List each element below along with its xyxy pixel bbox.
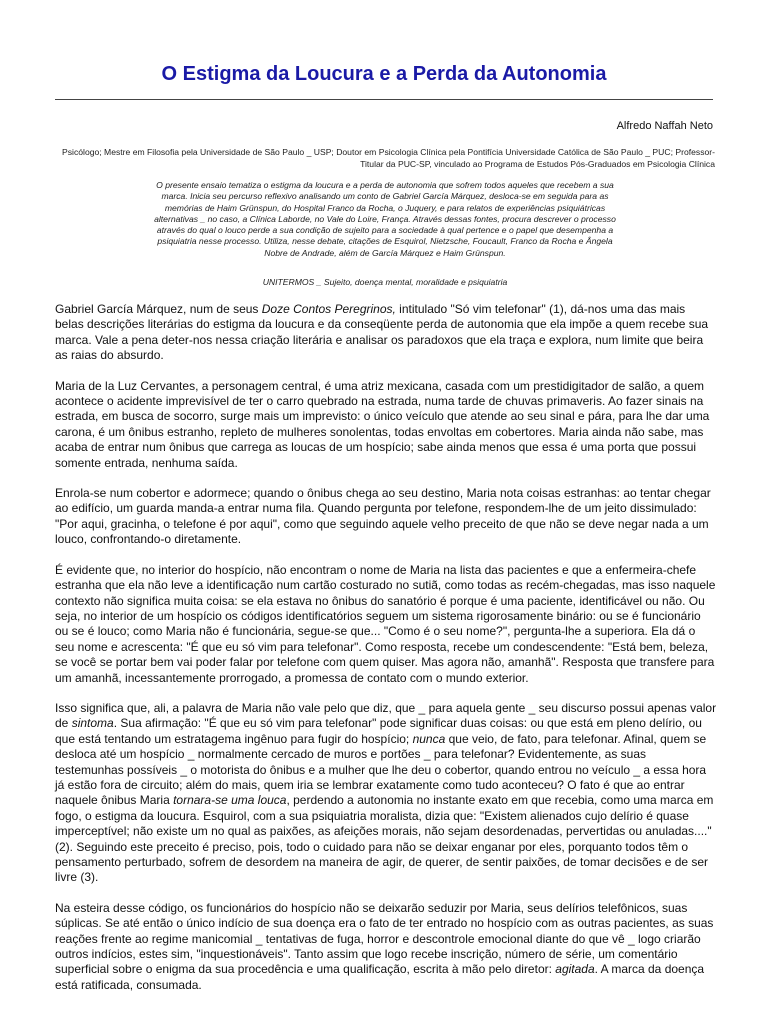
paragraph-1 xyxy=(55,302,717,364)
paragraph-6-text-b: . A marca da doença está ratificada, consumada. xyxy=(55,962,705,992)
paragraph-1-text-b: intitulado "Só vim telefonar" (1), dá-nos uma das mais belas descrições literárias do estigma da loucura e da conseqüente perda de autonomia que ela impõe a quem recebe sua marca. Vale a pena deter-nos nessa criação literária e analisar os paradoxos que ela traça e explora, num limite que beira as raias do absurdo. xyxy=(55,302,709,363)
paragraph-1-book-title: Doze Contos Peregrinos, xyxy=(261,302,396,316)
article-title: O Estigma da Loucura e a Perda da Autonomia xyxy=(161,63,607,85)
paragraph-5-emphasis-2: nunca xyxy=(412,731,446,746)
paragraph-5-emphasis-3: tornara-se uma louca xyxy=(173,793,287,808)
paragraph-6-text-a: Na esteira desse código, os funcionários do hospício não se deixarão seduzir por Maria, seus delírios telefônicos, suas súplicas. Se até então o único indício de sua doença era o fato de ter entrado no hospício com as outras pacientes, as suas reações frente ao regime manicomial _ tentativas de fuga, horror e descontrole emocional diante do que vê _ logo criarão outros indícios, estes sim, "inquestionáveis". Tanto assim que logo recebe inscrição, número de série, um comentário superficial sobre o enigma da sua procedência e uma qualificação, escrita à mão pelo diretor: xyxy=(55,900,714,977)
abstract: O presente ensaio tematiza o estigma da loucura e a perda de autonomia que sofrem todos aqueles que recebem a sua marca. Inicia seu percurso reflexivo analisando um conto de Gabriel García Márquez, desloca-se em seguida para as memórias de Haim Grünspun, do Hospital Franco da Rocha, o Juquery, e para relatos de experiências psiquiátricas alternativas _ no caso, a Clínica Laborde, no Vale do Loire, França. Através dessas fontes, procura descrever o processo através do qual o louco perde a sua condição de sujeito para a sociedade à qual pertence e o papel que desempenha a psiquiatria nesse processo. Utiliza, nesse debate, citações de Esquirol, Nietzsche, Foucault, Franco da Rocha e Ângela Nobre de Andrade, além de García Márquez e Haim Grünspun. xyxy=(154,180,616,258)
paragraph-3: Enrola-se num cobertor e adormece; quando o ônibus chega ao seu destino, Maria nota coisas estranhas: ao tentar chegar ao edifício, um guarda manda-a entrar numa fila. Quando pergunta por telefone, respondem-lhe de um jeito dissimulado: "Por aqui, gracinha, o telefone é por aqui", como que seguindo aquele velho preceito de que não se deve negar nada a um louco, confrontando-o diretamente. xyxy=(55,486,711,547)
paragraph-2: Maria de la Luz Cervantes, a personagem central, é uma atriz mexicana, casada com um prestidigitador de salão, a quem acontece o acidente imprevisível de ter o carro quebrado na estrada, numa tarde de chuvas primaveris. Ao fazer sinais na estrada, em busca de socorro, surge mais um imprevisto: o único veículo que atende ao seu sinal e pára, para lhe dar uma carona, é um ônibus estranho, repleto de mulheres sonolentas, todas envoltas em cobertores. Maria ainda não sabe, mas acaba de entrar num ônibus que carrega as loucas de um hospício; sabe ainda menos que essa é uma porta que possui somente entrada, nenhuma saída. xyxy=(55,378,710,470)
article-body xyxy=(55,302,717,1008)
author-affiliation: Psicólogo; Mestre em Filosofia pela Universidade de São Paulo _ USP; Doutor em Psicologia Clínica pela Pontifícia Universidade Católica de São Paulo _ PUC; Professor-Titular da PUC-SP, vinculado ao Programa de Estudos Pós-Graduados em Psicologia Clínica xyxy=(62,147,715,169)
paragraph-6-emphasis: agitada xyxy=(555,962,595,977)
author-name: Alfredo Naffah Neto xyxy=(616,120,713,132)
keywords: UNITERMOS _ Sujeito, doença mental, moralidade e psiquiatria xyxy=(262,277,508,287)
paragraph-5-text-b: . Sua afirmação: "É que eu só vim para telefonar" pode significar duas coisas: ou que está em pleno delírio, ou que está tentando um estratagema ingênuo para fugir do hospício; xyxy=(55,716,702,746)
paragraph-1-text-a: Gabriel García Márquez, num de seus xyxy=(55,302,262,316)
paragraph-5-text-a: Isso significa que, ali, a palavra de Maria não vale pelo que diz, que _ para aquela gente _ seu discurso possui apenas valor de xyxy=(55,700,717,731)
paragraph-5-text-c: que veio, de fato, para telefonar. Afinal, quem se desloca até um hospício _ normalmente cercado de muros e portões _ para telefonar? Evidentemente, as suas testemunhas possíveis _ o motorista do ônibus e a mulher que lhe deu o cobertor, quando entrou no veículo _ a essa hora já estão fora de circuito; além do mais, quem iria se lembrar exatamente como tudo aconteceu? O fato é que ao entrar naquele ônibus Maria xyxy=(55,731,707,808)
paragraph-6 xyxy=(55,901,717,993)
paragraph-5-emphasis-1: sintoma xyxy=(71,716,114,731)
paragraph-5-text-d: , perdendo a autonomia no instante exato em que recebia, como uma marca em fogo, o estigma da loucura. Esquirol, com a sua psiquiatria moralista, dizia que: "Existem alienados cujo delírio é quase imperceptível; não existe um no qual as paixões, as afeições morais, não sejam desordenadas, pervertidas ou anuladas...." (2). Seguindo este preceito é preciso, pois, todo o cuidado para não se deixar enganar por eles, porquanto todos têm o pensamento perturbado, sofrem de desordem na maneira de agir, de querer, de sentir paixões, de tomar decisões e de ser livre (3). xyxy=(55,793,714,885)
paragraph-4: É evidente que, no interior do hospício, não encontram o nome de Maria na lista das pacientes e que a enfermeira-chefe estranha que ela não leve a identificação num cartão costurado no sutiã, como todas as recém-chegadas, mas isso naquele contexto não significa muita coisa: se ela estava no ônibus do sanatório é porque é uma paciente, identificável ou não. Ou seja, no interior de um hospício os códigos identificatórios seguem um sistema rigorosamente binário: ou se é funcionário ou se é louco; como Maria não é funcionária, segue-se que... "Como é o seu nome?", pergunta-lhe a superiora. Ela dá o seu nome e acrescenta: "É que eu só vim para telefonar". Como resposta, recebe um condescendente: "Está bem, beleza, se você se portar bem vai poder falar por telefone com quem quiser. Mas agora não, amanhã". Resposta que transfere para um amanhã, incessantemente prorrogado, a promessa de contato com o mundo exterior. xyxy=(55,562,716,685)
paragraph-5 xyxy=(55,701,717,886)
title-divider xyxy=(55,99,713,100)
